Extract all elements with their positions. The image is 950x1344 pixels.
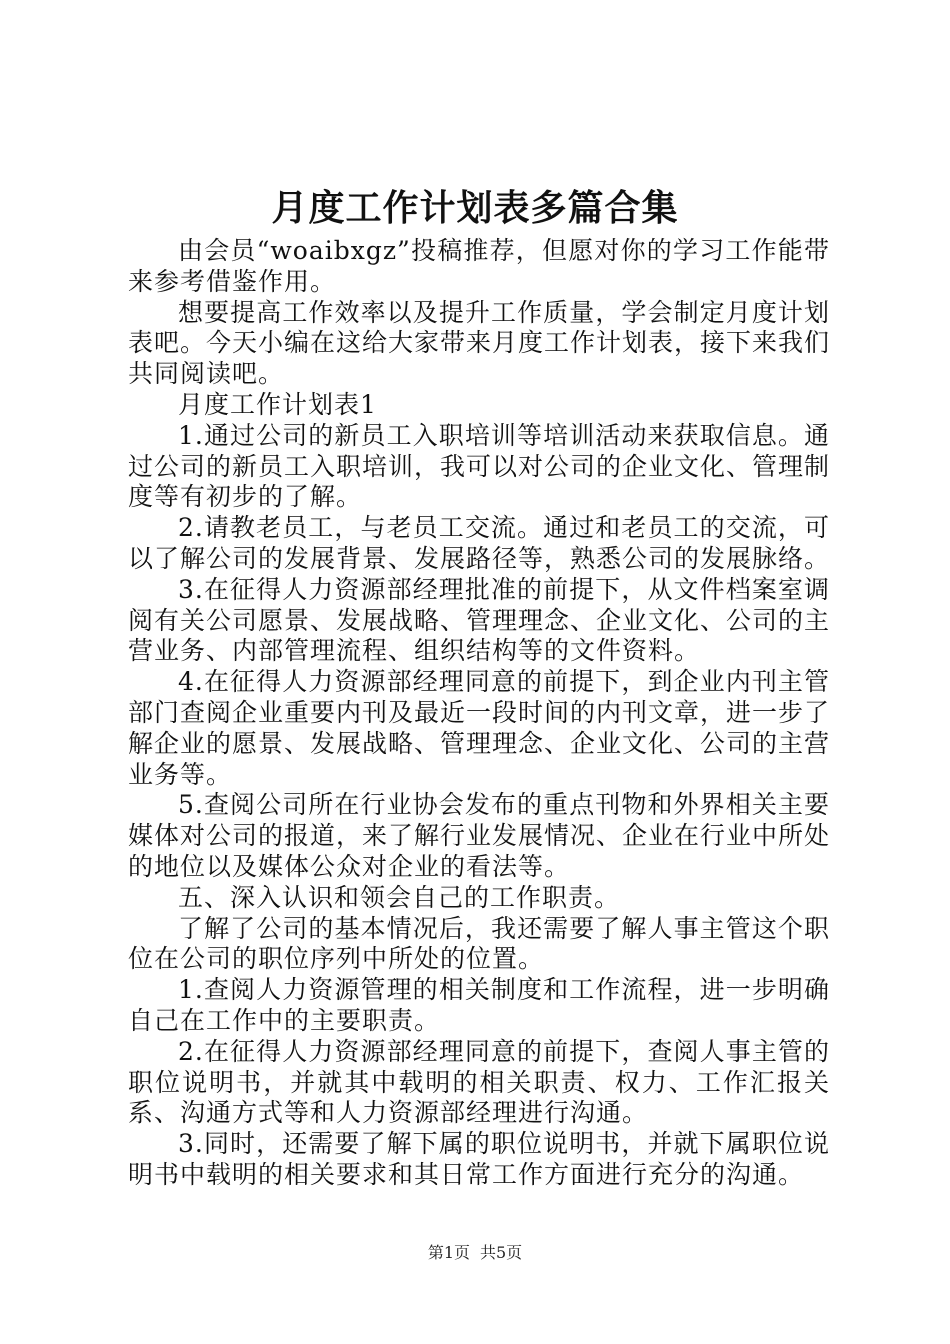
- paragraph: 1.通过公司的新员工入职培训等培训活动来获取信息。通过公司的新员工入职培训，我可以对公司的企业文化、管理制度等有初步的了解。: [128, 420, 831, 512]
- paragraph: 2.请教老员工，与老员工交流。通过和老员工的交流，可以了解公司的发展背景、发展路径等，熟悉公司的发展脉络。: [128, 513, 831, 573]
- paragraph: 由会员“woaibxgz”投稿推荐，但愿对你的学习工作能带来参考借鉴作用。: [128, 236, 830, 296]
- page-footer: [0, 1242, 950, 1264]
- paragraph: 5.查阅公司所在行业协会发布的重点刊物和外界相关主要媒体对公司的报道，来了解行业发展情况、企业在行业中所处的地位以及媒体公众对企业的看法等。: [128, 790, 831, 881]
- paragraph: 了解了公司的基本情况后，我还需要了解人事主管这个职位在公司的职位序列中所处的位置。: [128, 913, 830, 974]
- paragraph: 4.在征得人力资源部经理同意的前提下，到企业内刊主管部门查阅企业重要内刊及最近一段时间的内刊文章，进一步了解企业的愿景、发展战略、管理理念、企业文化、公司的主营业务等。: [128, 667, 831, 789]
- section-heading: 五、深入认识和领会自己的工作职责。: [178, 882, 621, 912]
- section-heading: 月度工作计划表1: [178, 389, 377, 419]
- page-number: 第1页: [427, 1243, 470, 1262]
- document-body: [128, 236, 830, 1191]
- paragraph: 想要提高工作效率以及提升工作质量，学会制定月度计划表吧。今天小编在这给大家带来月度工作计划表，接下来我们共同阅读吧。: [128, 297, 831, 389]
- page-total: 共5页: [480, 1243, 523, 1262]
- paragraph: 2.在征得人力资源部经理同意的前提下，查阅人事主管的职位说明书，并就其中载明的相关职责、权力、工作汇报关系、沟通方式等和人力资源部经理进行沟通。: [128, 1036, 830, 1128]
- paragraph: 3.在征得人力资源部经理批准的前提下，从文件档案室调阅有关公司愿景、发展战略、管理理念、企业文化、公司的主营业务、内部管理流程、组织结构等的文件资料。: [128, 574, 831, 666]
- paragraph: 1.查阅人力资源管理的相关制度和工作流程，进一步明确自己在工作中的主要职责。: [128, 975, 830, 1035]
- paragraph: 3.同时，还需要了解下属的职位说明书，并就下属职位说明书中载明的相关要求和其日常工作方面进行充分的沟通。: [128, 1129, 830, 1189]
- document-title: 月度工作计划表多篇合集: [271, 187, 679, 229]
